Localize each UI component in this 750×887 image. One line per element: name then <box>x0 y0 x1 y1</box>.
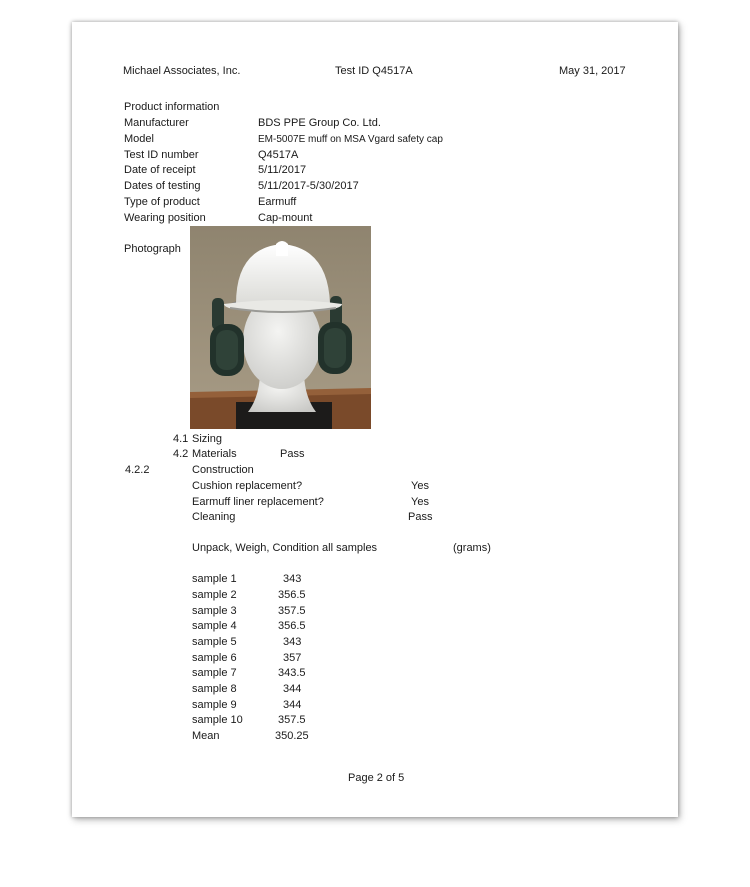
section-4-2-2-number: 4.2.2 <box>125 464 150 476</box>
sample-10-value: 357.5 <box>278 714 306 726</box>
page-number: Page 2 of 5 <box>348 772 405 784</box>
product-info-heading: Product information <box>124 101 220 113</box>
section-4-2-label: Materials <box>192 448 237 460</box>
cushion-replacement-label: Cushion replacement? <box>192 480 303 492</box>
sample-4-value: 356.5 <box>278 620 306 632</box>
sample-9-label: sample 9 <box>192 699 237 711</box>
section-4-2-number: 4.2 <box>173 448 189 460</box>
testing-dates-label: Dates of testing <box>124 180 201 192</box>
section-4-1-label: Sizing <box>192 433 222 445</box>
sample-5-value: 343 <box>283 636 302 648</box>
sample-8-label: sample 8 <box>192 683 237 695</box>
section-4-1-number: 4.1 <box>173 433 189 445</box>
sample-10-label: sample 10 <box>192 714 243 726</box>
sample-4-label: sample 4 <box>192 620 237 632</box>
sample-7-label: sample 7 <box>192 667 237 679</box>
sample-5-label: sample 5 <box>192 636 237 648</box>
photograph-label: Photograph <box>124 243 181 255</box>
header-date: May 31, 2017 <box>559 65 626 77</box>
model-label: Model <box>124 133 154 145</box>
sample-3-value: 357.5 <box>278 605 306 617</box>
wearing-position-label: Wearing position <box>124 212 206 224</box>
model-value: EM-5007E muff on MSA Vgard safety cap <box>258 134 443 145</box>
sample-9-value: 344 <box>283 699 302 711</box>
product-type-label: Type of product <box>124 196 200 208</box>
sample-2-value: 356.5 <box>278 589 306 601</box>
manufacturer-value: BDS PPE Group Co. Ltd. <box>258 117 381 129</box>
sample-6-value: 357 <box>283 652 302 664</box>
receipt-date-label: Date of receipt <box>124 164 196 176</box>
cushion-replacement-value: Yes <box>411 480 429 492</box>
sample-1-value: 343 <box>283 573 302 585</box>
liner-replacement-value: Yes <box>411 496 429 508</box>
manufacturer-label: Manufacturer <box>124 117 189 129</box>
document-page <box>72 22 678 817</box>
sample-6-label: sample 6 <box>192 652 237 664</box>
weights-title: Unpack, Weigh, Condition all samples <box>192 542 378 554</box>
sample-2-label: sample 2 <box>192 589 237 601</box>
sample-1-label: sample 1 <box>192 573 237 585</box>
testing-dates-value: 5/11/2017-5/30/2017 <box>258 180 359 192</box>
section-4-2-2-label: Construction <box>192 464 254 476</box>
product-photograph <box>190 226 371 429</box>
sample-3-label: sample 3 <box>192 605 237 617</box>
wearing-position-value: Cap-mount <box>258 212 313 224</box>
product-type-value: Earmuff <box>258 196 297 208</box>
header-test-id: Test ID Q4517A <box>335 65 413 77</box>
liner-replacement-label: Earmuff liner replacement? <box>192 496 324 508</box>
weights-unit: (grams) <box>453 542 491 554</box>
earmuff-on-mannequin-image <box>190 226 371 429</box>
section-4-2-result: Pass <box>280 448 305 460</box>
mean-label: Mean <box>192 730 220 742</box>
test-id-label: Test ID number <box>124 149 199 161</box>
cleaning-value: Pass <box>408 511 433 523</box>
test-id-value: Q4517A <box>258 149 299 161</box>
company-name: Michael Associates, Inc. <box>123 65 241 77</box>
cleaning-label: Cleaning <box>192 511 236 523</box>
mean-value: 350.25 <box>275 730 309 742</box>
receipt-date-value: 5/11/2017 <box>258 164 307 176</box>
sample-7-value: 343.5 <box>278 667 306 679</box>
sample-8-value: 344 <box>283 683 302 695</box>
